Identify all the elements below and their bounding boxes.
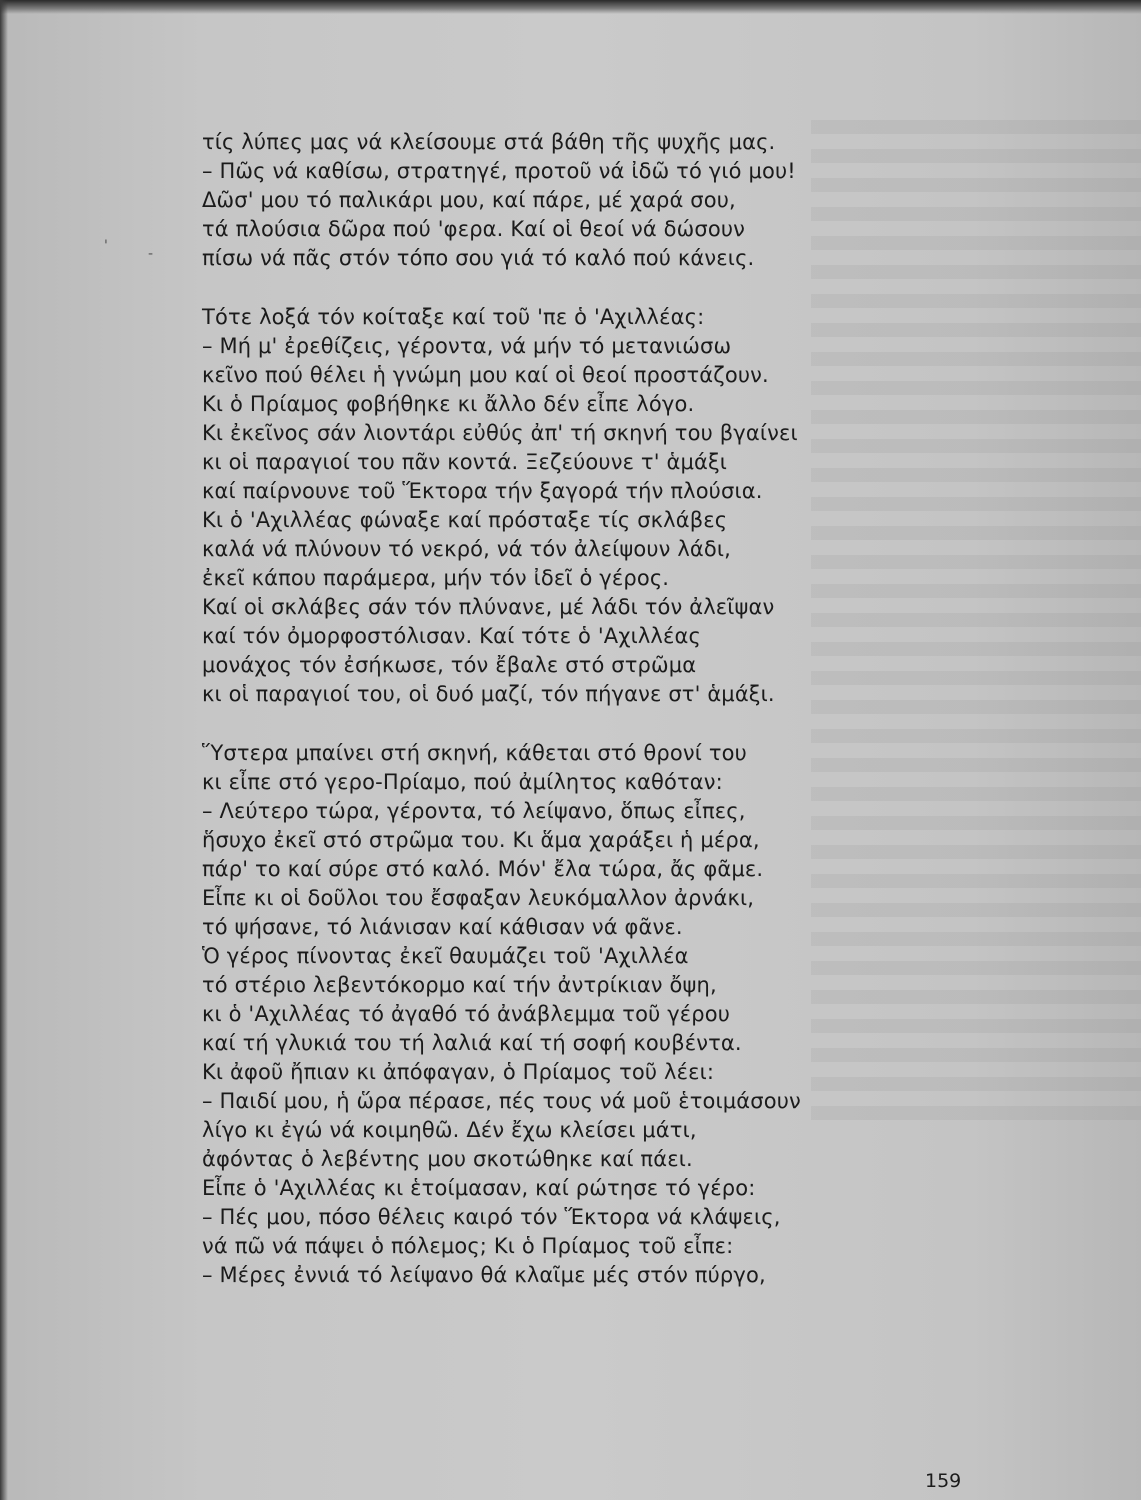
verse-line: καλά νά πλύνουν τό νεκρό, νά τόν ἀλείψουν λάδι, [202, 537, 732, 561]
stray-mark: - [148, 246, 154, 262]
stanza-gap [202, 273, 922, 303]
stray-mark: ' [104, 238, 108, 254]
verse-line: τό ψήσανε, τό λιάνισαν καί κάθισαν νά φᾶνε. [202, 915, 683, 939]
verse-line: – Πῶς νά καθίσω, στρατηγέ, προτοῦ νά ἰδῶ τό γιό μου! [202, 159, 796, 183]
verse-line: – Πές μου, πόσο θέλεις καιρό τόν Ἕκτορα νά κλάψεις, [202, 1205, 781, 1229]
verse-line: κι ὁ 'Αχιλλέας τό ἀγαθό τό ἀνάβλεμμα τοῦ γέρου [202, 1002, 731, 1026]
verse-line: – Μέρες ἐννιά τό λείψανο θά κλαῖμε μές στόν πύργο, [202, 1263, 766, 1287]
verse-line: Καί οἱ σκλάβες σάν τόν πλύνανε, μέ λάδι τόν ἀλεῖψαν [202, 595, 775, 619]
verse-line: κι οἱ παραγιοί του πᾶν κοντά. Ξεζεύουνε τ' ἁμάξι [202, 450, 728, 474]
verse-line: Ὕστερα μπαίνει στή σκηνή, κάθεται στό θρονί του [202, 741, 747, 765]
verse-line: Τότε λοξά τόν κοίταξε καί τοῦ 'πε ὁ 'Αχιλλέας: [202, 305, 705, 329]
verse-line: τό στέριο λεβεντόκορμο καί τήν ἀντρίκιαν ὄψη, [202, 973, 717, 997]
verse-line: Κι ἐκεῖνος σάν λιοντάρι εὐθύς ἀπ' τή σκηνή του βγαίνει [202, 421, 798, 445]
page-number: 159 [925, 1470, 962, 1492]
verse-line: καί παίρνουνε τοῦ Ἕκτορα τήν ξαγορά τήν πλούσια. [202, 479, 763, 503]
verse-line: ἐκεῖ κάπου παράμερα, μήν τόν ἰδεῖ ὁ γέρος. [202, 566, 670, 590]
verse-line: Δῶσ' μου τό παλικάρι μου, καί πάρε, μέ χαρά σου, [202, 188, 736, 212]
page-left-shadow [0, 0, 8, 1500]
verse-line: κεῖνο πού θέλει ἡ γνώμη μου καί οἱ θεοί προστάζουν. [202, 363, 769, 387]
stanza-2 [202, 303, 922, 709]
verse-line: μονάχος τόν ἐσήκωσε, τόν ἔβαλε στό στρῶμα [202, 653, 697, 677]
stanza-3 [202, 739, 922, 1290]
verse-line: ἥσυχο ἐκεῖ στό στρῶμα του. Κι ἅμα χαράξει ἡ μέρα, [202, 828, 760, 852]
verse-line: ἀφόντας ὁ λεβέντης μου σκοτώθηκε καί πάει. [202, 1147, 693, 1171]
verse-line: Κι ἀφοῦ ἤπιαν κι ἀπόφαγαν, ὁ Πρίαμος τοῦ λέει: [202, 1060, 715, 1084]
verse-line: Εἶπε κι οἱ δοῦλοι του ἔσφαξαν λευκόμαλλον ἀρνάκι, [202, 886, 755, 910]
verse-line: Εἶπε ὁ 'Αχιλλέας κι ἑτοίμασαν, καί ρώτησε τό γέρο: [202, 1176, 756, 1200]
verse-line: – Μή μ' ἐρεθίζεις, γέροντα, νά μήν τό μετανιώσω [202, 334, 732, 358]
stanza-1 [202, 128, 922, 273]
poem-text [202, 128, 922, 1290]
verse-line: κι εἶπε στό γερο-Πρίαμο, πού ἀμίλητος καθόταν: [202, 770, 723, 794]
verse-line: τίς λύπες μας νά κλείσουμε στά βάθη τῆς ψυχῆς μας. [202, 130, 776, 154]
verse-line: νά πῶ νά πάψει ὁ πόλεμος; Κι ὁ Πρίαμος τοῦ εἶπε: [202, 1234, 734, 1258]
verse-line: Κι ὁ Πρίαμος φοβήθηκε κι ἄλλο δέν εἶπε λόγο. [202, 392, 695, 416]
verse-line: λίγο κι ἐγώ νά κοιμηθῶ. Δέν ἔχω κλείσει μάτι, [202, 1118, 697, 1142]
stanza-gap [202, 709, 922, 739]
verse-line: κι οἱ παραγιοί του, οἱ δυό μαζί, τόν πήγανε στ' ἁμάξι. [202, 682, 775, 706]
verse-line: πίσω νά πᾶς στόν τόπο σου γιά τό καλό πού κάνεις. [202, 246, 755, 270]
verse-line: – Λεύτερο τώρα, γέροντα, τό λείψανο, ὅπως εἶπες, [202, 799, 746, 823]
verse-line: Ὁ γέρος πίνοντας ἐκεῖ θαυμάζει τοῦ 'Αχιλλέα [202, 944, 689, 968]
verse-line: καί τή γλυκιά του τή λαλιά καί τή σοφή κουβέντα. [202, 1031, 742, 1055]
page-top-shadow [0, 0, 1141, 14]
verse-line: πάρ' το καί σύρε στό καλό. Μόν' ἔλα τώρα, ἄς φᾶμε. [202, 857, 764, 881]
verse-line: τά πλούσια δῶρα πού 'φερα. Καί οἱ θεοί νά δώσουν [202, 217, 746, 241]
verse-line: καί τόν ὀμορφοστόλισαν. Καί τότε ὁ 'Αχιλλέας [202, 624, 701, 648]
verse-line: Κι ὁ 'Αχιλλέας φώναξε καί πρόσταξε τίς σκλάβες [202, 508, 728, 532]
verse-line: – Παιδί μου, ἡ ὥρα πέρασε, πές τους νά μοῦ ἑτοιμάσουν [202, 1089, 801, 1113]
